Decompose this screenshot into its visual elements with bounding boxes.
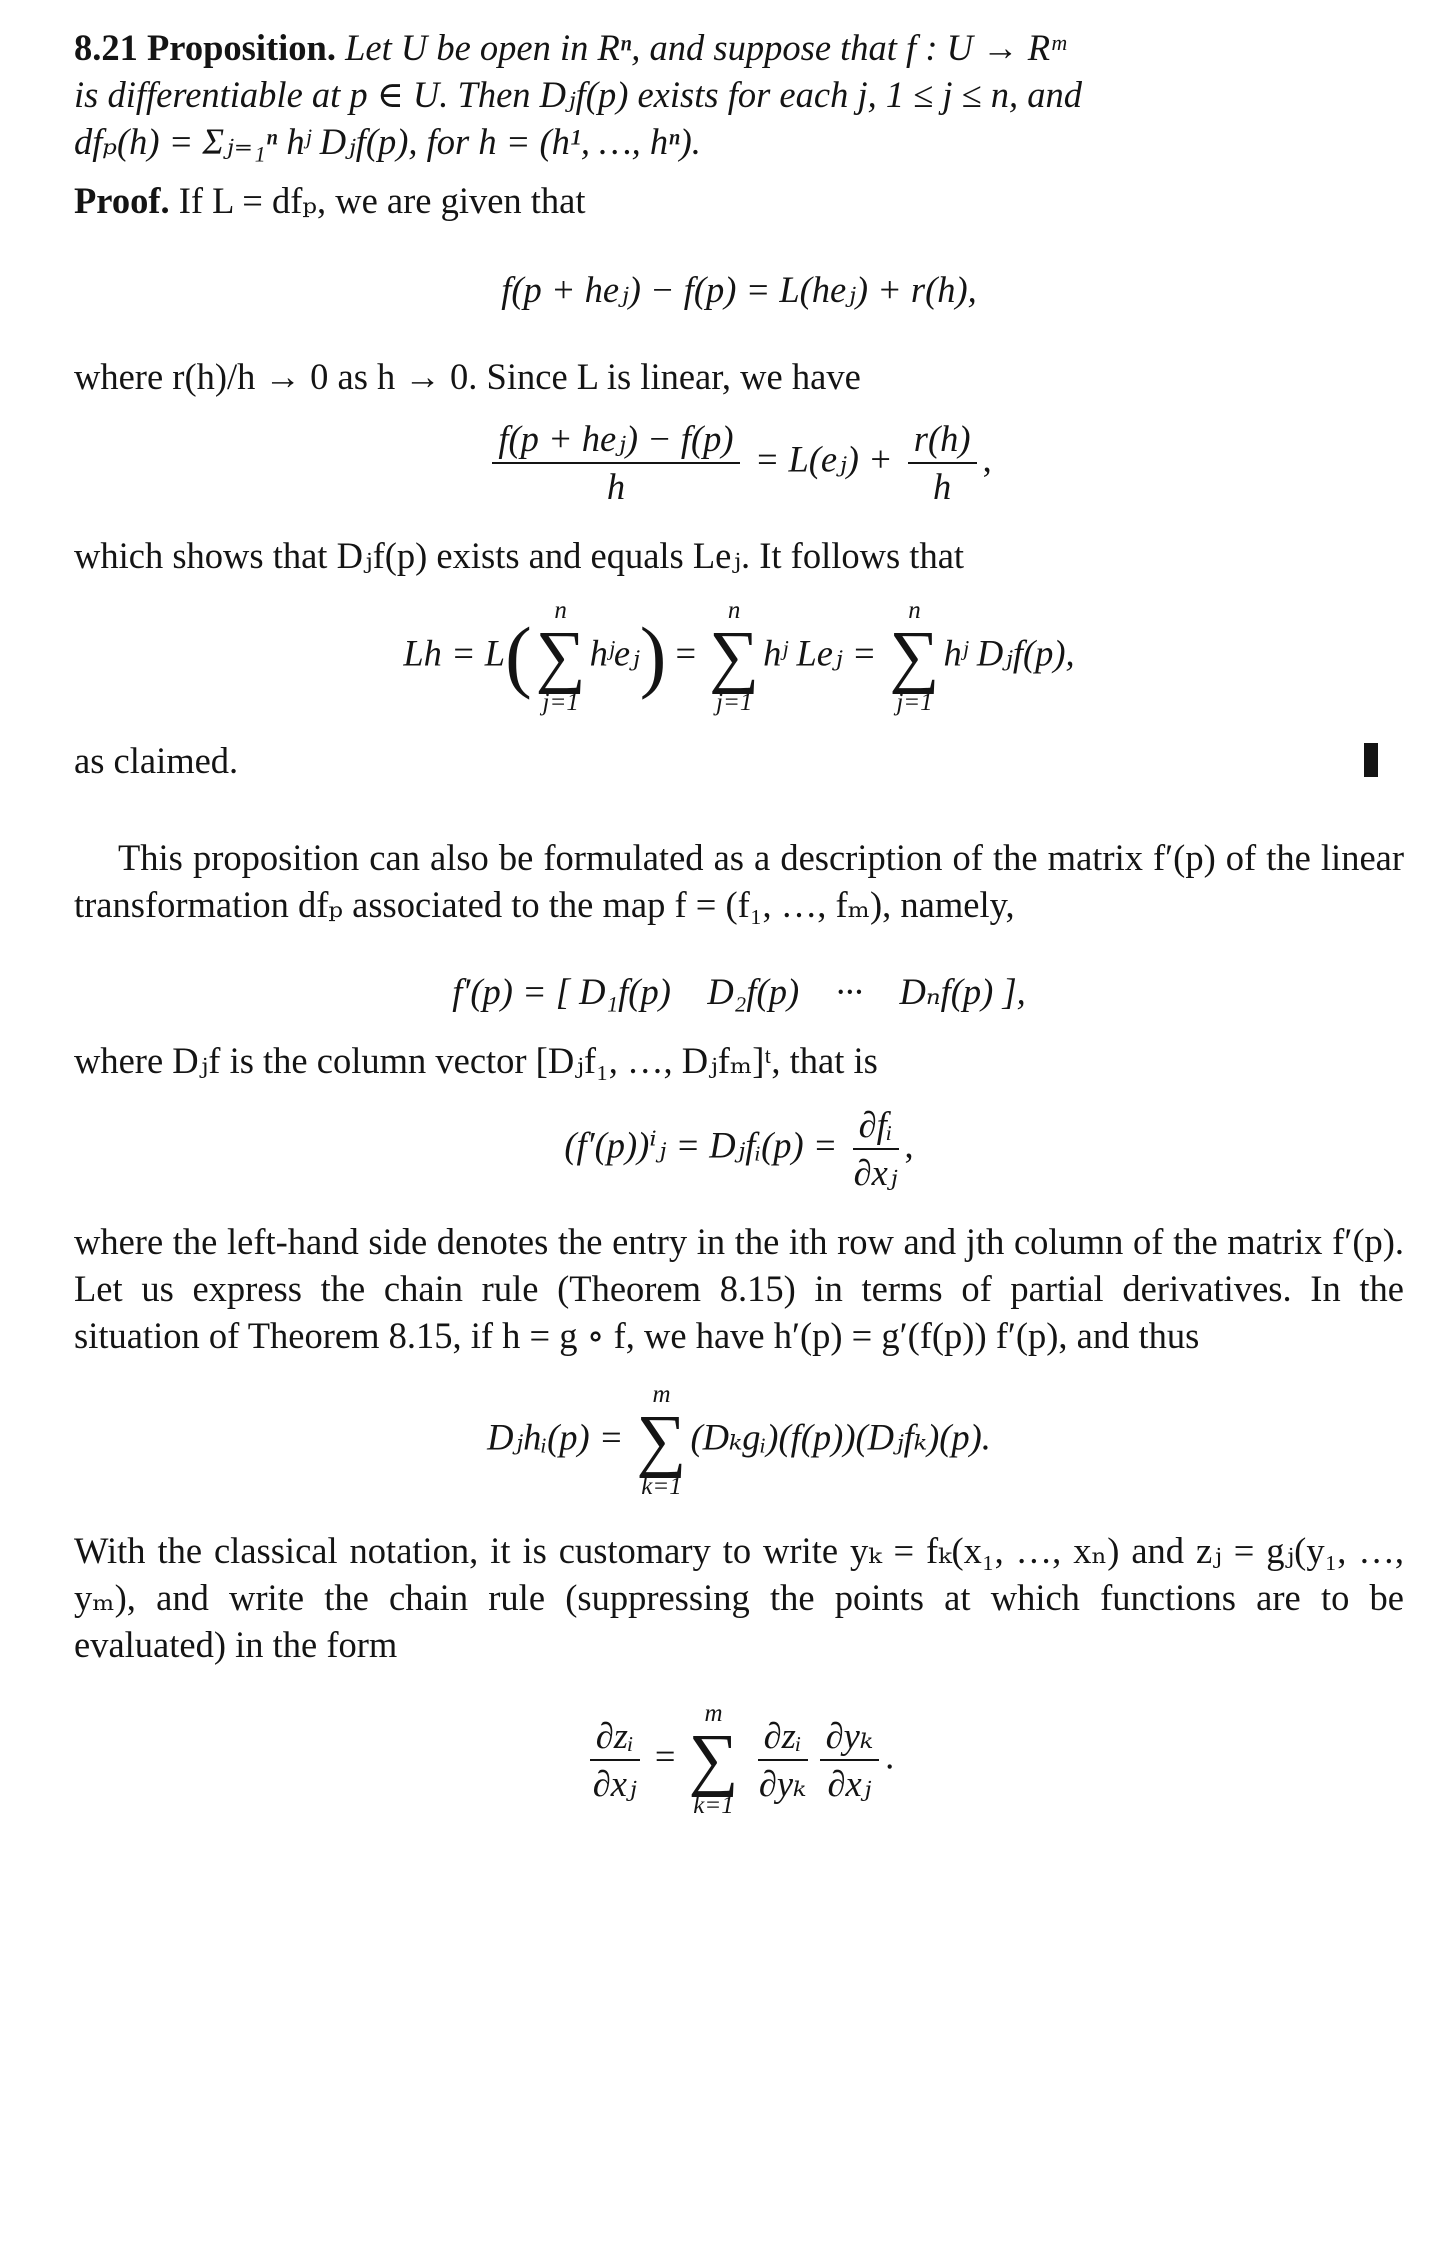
linear-sum-equals: = bbox=[675, 632, 697, 674]
classical-equals: = bbox=[654, 1735, 676, 1777]
paragraph-chain-rule: where the left-hand side denotes the entry in the ith row and jth column of the matrix f′(p). Let us express the chain rule (Theorem 8.15) in terms of partial derivatives. In the situation of Theorem 8.15, if h = g ∘ f, we have h′(p) = g′(f(p)) f′(p), and thus bbox=[74, 1221, 1404, 1356]
remainder-denominator: h bbox=[933, 466, 952, 507]
proof-intro-text: If L = dfₚ, we are given that bbox=[178, 180, 586, 221]
jacobian-matrix-text: f′(p) = [ D₁f(p) D₂f(p) ··· Dₙf(p) ], bbox=[452, 971, 1026, 1012]
matrix-entry-lhs: (f′(p))ⁱⱼ = Dⱼfᵢ(p) = bbox=[564, 1124, 838, 1166]
linear-sum-term-3: hʲ Dⱼf(p), bbox=[943, 632, 1075, 674]
proof-label: Proof. bbox=[74, 180, 170, 221]
partial-derivative-fraction bbox=[853, 1102, 899, 1196]
difference-quotient-fraction bbox=[492, 416, 739, 510]
difference-quotient-numerator: f(p + heⱼ) − f(p) bbox=[492, 416, 739, 464]
proposition-statement-line-2: is differentiable at p ∈ U. Then Dⱼf(p) exists for each j, 1 ≤ j ≤ n, and bbox=[74, 74, 1083, 115]
qed-box-icon bbox=[1364, 743, 1378, 777]
classical-fraction-1-denominator: ∂yₖ bbox=[758, 1763, 807, 1804]
linear-sum-term-2: hʲ Leⱼ = bbox=[763, 632, 877, 674]
equation-chain-rule-partials bbox=[74, 1381, 1404, 1501]
partial-derivative-denominator: ∂xⱼ bbox=[853, 1152, 898, 1193]
classical-fraction-1 bbox=[758, 1713, 808, 1807]
sum-operator-3: n ∑ j=1 bbox=[889, 597, 940, 716]
classical-fraction-2-numerator: ∂yₖ bbox=[820, 1713, 880, 1761]
equation-difference bbox=[74, 266, 1404, 313]
text-page bbox=[74, 24, 1404, 1820]
remainder-fraction bbox=[908, 416, 977, 510]
difference-quotient-middle: = L(eⱼ) + bbox=[754, 438, 893, 480]
proposition-statement-line-3: dfₚ(h) = Σⱼ₌₁ⁿ hʲ Dⱼf(p), for h = (h¹, …, hⁿ). bbox=[74, 121, 701, 162]
linear-sum-term-1: hʲeⱼ bbox=[589, 632, 640, 674]
proof-closing-text: as claimed. bbox=[74, 740, 239, 781]
classical-lhs-fraction bbox=[590, 1713, 640, 1807]
chain-rule-rhs: (Dₖgᵢ)(f(p))(Dⱼfₖ)(p). bbox=[690, 1416, 991, 1458]
equation-linear-sum: Lh = L( n ∑ j=1 hʲeⱼ) = n ∑ j=1 hʲ Leⱼ = n ∑ j=1 hʲ Dⱼf(p), bbox=[403, 597, 1075, 716]
paragraph-column-vector: where Dⱼf is the column vector [Dⱼf₁, …, Dⱼfₘ]ᵗ, that is bbox=[74, 1040, 878, 1081]
equation-matrix-entry: (f′(p))ⁱⱼ = Dⱼfᵢ(p) = $\frac{\text{∂fᵢ}}{\text{∂xⱼ}}$ , bbox=[74, 1102, 1404, 1196]
paragraph-classical-notation: With the classical notation, it is customary to write yₖ = fₖ(x₁, …, xₙ) and zⱼ = gⱼ(y₁, …, yₘ), and write the chain rule (suppressing the points at which functions are to be evaluated) in the form bbox=[74, 1530, 1404, 1665]
proposition-statement-line-1: Let U be open in Rⁿ, and suppose that f : U → Rᵐ bbox=[345, 27, 1066, 68]
classical-fraction-1-numerator: ∂zᵢ bbox=[758, 1713, 808, 1761]
proposition-label: 8.21 Proposition. bbox=[74, 27, 336, 68]
equation-difference-quotient: $\frac{\text{f(p + heⱼ) − f(p)}}{h}$ = L(eⱼ) + $\frac{r(h)}{h}$ , bbox=[74, 416, 1404, 510]
remainder-numerator: r(h) bbox=[908, 416, 977, 464]
classical-lhs-denominator: ∂xⱼ bbox=[592, 1763, 637, 1804]
equation-jacobian-matrix bbox=[74, 968, 1404, 1015]
difference-quotient-denominator: h bbox=[606, 466, 626, 507]
sum-operator-1: n ∑ j=1 bbox=[535, 597, 586, 716]
proof-intro bbox=[74, 177, 1404, 224]
proposition-block bbox=[74, 24, 1404, 165]
equation-classical-chain-rule: $\frac{\text{∂zᵢ}}{\text{∂xⱼ}}$ = m ∑ k=1 $\frac{\text{∂zᵢ}}{\text{∂yₖ}}$ $\frac{\text{∂yₖ}}{\text{∂xⱼ}}$ . bbox=[74, 1700, 1404, 1820]
proof-closing bbox=[74, 737, 1404, 784]
sum-operator-5: m ∑ k=1 bbox=[688, 1700, 739, 1819]
paragraph-matrix: This proposition can also be formulated as a description of the matrix f′(p) of the linear transformation dfₚ associated to the map f = (f₁, …, fₘ), namely, bbox=[74, 837, 1404, 925]
sum-operator-2: n ∑ j=1 bbox=[709, 597, 760, 716]
classical-lhs-numerator: ∂zᵢ bbox=[590, 1713, 640, 1761]
partial-derivative-numerator: ∂fᵢ bbox=[853, 1102, 899, 1150]
classical-fraction-2 bbox=[820, 1713, 880, 1807]
proof-remainder-text: where r(h)/h → 0 as h → 0. Since L is linear, we have bbox=[74, 356, 861, 397]
sum-operator-4: m ∑ k=1 bbox=[636, 1381, 687, 1500]
classical-fraction-2-denominator: ∂xⱼ bbox=[827, 1763, 872, 1804]
linear-sum-lhs: Lh = L bbox=[403, 632, 506, 674]
proof-conclusion-text: which shows that Dⱼf(p) exists and equals Leⱼ. It follows that bbox=[74, 535, 965, 576]
equation-difference-text: f(p + heⱼ) − f(p) = L(heⱼ) + r(h), bbox=[501, 269, 977, 310]
chain-rule-lhs: Dⱼhᵢ(p) = bbox=[487, 1416, 624, 1458]
